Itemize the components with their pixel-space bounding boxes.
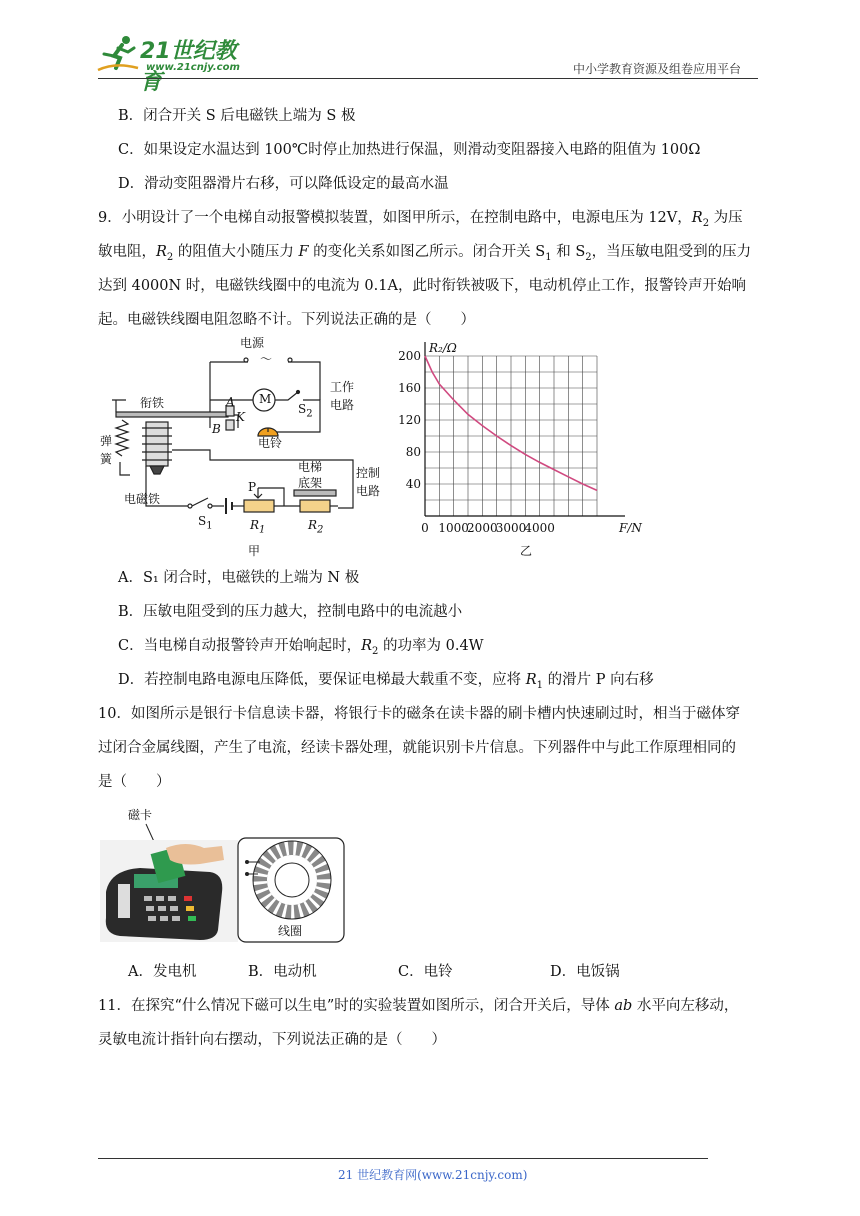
header-right-text: 中小学教育资源及组卷应用平台 [573,62,742,76]
q8-option-d: D．滑动变阻器滑片右移，可以降低设定的最高水温 [118,176,449,192]
label-control-2: 电路 [356,484,381,498]
label-motor: M [259,392,272,406]
label-electromagnet: 电磁铁 [124,492,161,506]
header-divider [98,78,758,79]
y-tick-label: 40 [405,477,421,491]
q9-line-4: 起。电磁铁线圈电阻忽略不计。下列说法正确的是（ ） [98,312,475,328]
label-p: P [248,480,257,494]
q9-line-2: 敏电阻，$R_2$ 的阻值大小随压力 F 的变化关系如图乙所示。闭合开关 $S_1$ 和 $S_2$，当压敏电阻受到的压力 [98,244,752,263]
footer-text: 21 世纪教育网(www.21cnjy.com) [338,1168,528,1182]
footer-divider [98,1158,708,1159]
x-tick-label: 1000 [438,521,469,535]
card-reader-illustration [100,800,350,945]
x-tick-label: 2000 [467,521,498,535]
q9-option-c: C．当电梯自动报警铃声开始响起时，$R_2$ 的功率为 0.4W [118,638,484,657]
circuit-figure-jia [98,336,398,560]
q10-option-d: D．电饭锅 [550,964,620,980]
q10-option-b: B．电动机 [248,964,317,980]
r2-vs-force-chart [395,340,645,562]
q9-option-a: A．S₁ 闭合时，电磁铁的上端为 N 极 [118,570,360,586]
y-tick-label: 160 [398,381,421,395]
logo [96,32,256,95]
q9-option-b: B．压敏电阻受到的压力越大，控制电路中的电流越小 [118,604,463,620]
card-reader-figure [100,800,350,945]
y-tick-label: 80 [405,445,421,459]
q8-option-c: C．如果设定水温达到 100℃时停止加热进行保温，则滑动变阻器接入电路的阻值为 100Ω [118,142,701,158]
label-armature: 衔铁 [140,396,165,410]
y-axis-label: R₂/Ω [429,341,457,355]
logo-main-text: 21世纪教育 [140,39,237,95]
y-tick-label: 120 [398,413,421,427]
q9-line-1: 9．小明设计了一个电梯自动报警模拟装置，如图甲所示，在控制电路中，电源电压为 12V，$R_2$ 为压 [98,210,743,229]
q9-option-d: D．若控制电路电源电压降低，要保证电梯最大载重不变，应将 $R_1$ 的滑片 P 向右移 [118,672,654,691]
label-a: A [226,395,235,409]
label-s2: $S_2$ [298,402,313,420]
q10-line-3: 是（ ） [98,774,171,790]
q11-line-1: 11．在探究“什么情况下磁可以生电”时的实验装置如图所示，闭合开关后，导体 ab 水平向左移动， [98,998,739,1014]
label-elevator-2: 底架 [298,476,323,490]
x-tick-label: 4000 [524,521,555,535]
q10-option-c: C．电铃 [398,964,453,980]
label-work-circuit-1: 工作 [330,380,355,394]
x-tick-label: 0 [421,521,429,535]
label-k: K [236,410,245,424]
label-b: B [212,422,221,436]
q10-line-1: 10．如图所示是银行卡信息读卡器，将银行卡的磁条在读卡器的刷卡槽内快速刷过时，相当于磁体穿 [98,706,740,722]
q10-option-a: A．发电机 [128,964,197,980]
figure-caption-jia: 甲 [248,544,261,558]
label-elevator-1: 电梯 [298,460,323,474]
label-power: 电源 [240,336,265,350]
q11-line-2: 灵敏电流计指针向右摆动，下列说法正确的是（ ） [98,1032,446,1048]
runner-logo-icon [96,32,140,76]
label-control-1: 控制 [356,466,381,480]
circuit-diagram [98,340,398,560]
label-bell: 电铃 [258,436,283,450]
label-ac: ～ [260,352,273,366]
label-spring-2: 簧 [100,452,113,466]
label-r2: $R_2$ [308,518,324,536]
x-axis-label: F/N [619,521,642,535]
label-magnetic-card: 磁卡 [128,808,153,822]
label-r1: $R_1$ [250,518,266,536]
q8-option-b: B．闭合开关 S 后电磁铁上端为 S 极 [118,108,356,124]
logo-url-text: www.21cnjy.com [146,62,240,73]
chart-figure-yi [395,340,645,562]
label-s1: $S_1$ [198,514,213,532]
label-coil: 线圈 [278,924,303,938]
q10-line-2: 过闭合金属线圈，产生了电流，经读卡器处理，就能识别卡片信息。下列器件中与此工作原理相同的 [98,740,736,756]
label-spring-1: 弹 [100,434,113,448]
y-tick-label: 200 [398,349,421,363]
x-tick-label: 3000 [495,521,527,535]
label-work-circuit-2: 电路 [330,398,355,412]
q9-line-3: 达到 4000N 时，电磁铁线圈中的电流为 0.1A，此时衔铁被吸下，电动机停止工作，报警铃声开始响 [98,278,746,294]
chart-caption-yi: 乙 [520,544,533,558]
